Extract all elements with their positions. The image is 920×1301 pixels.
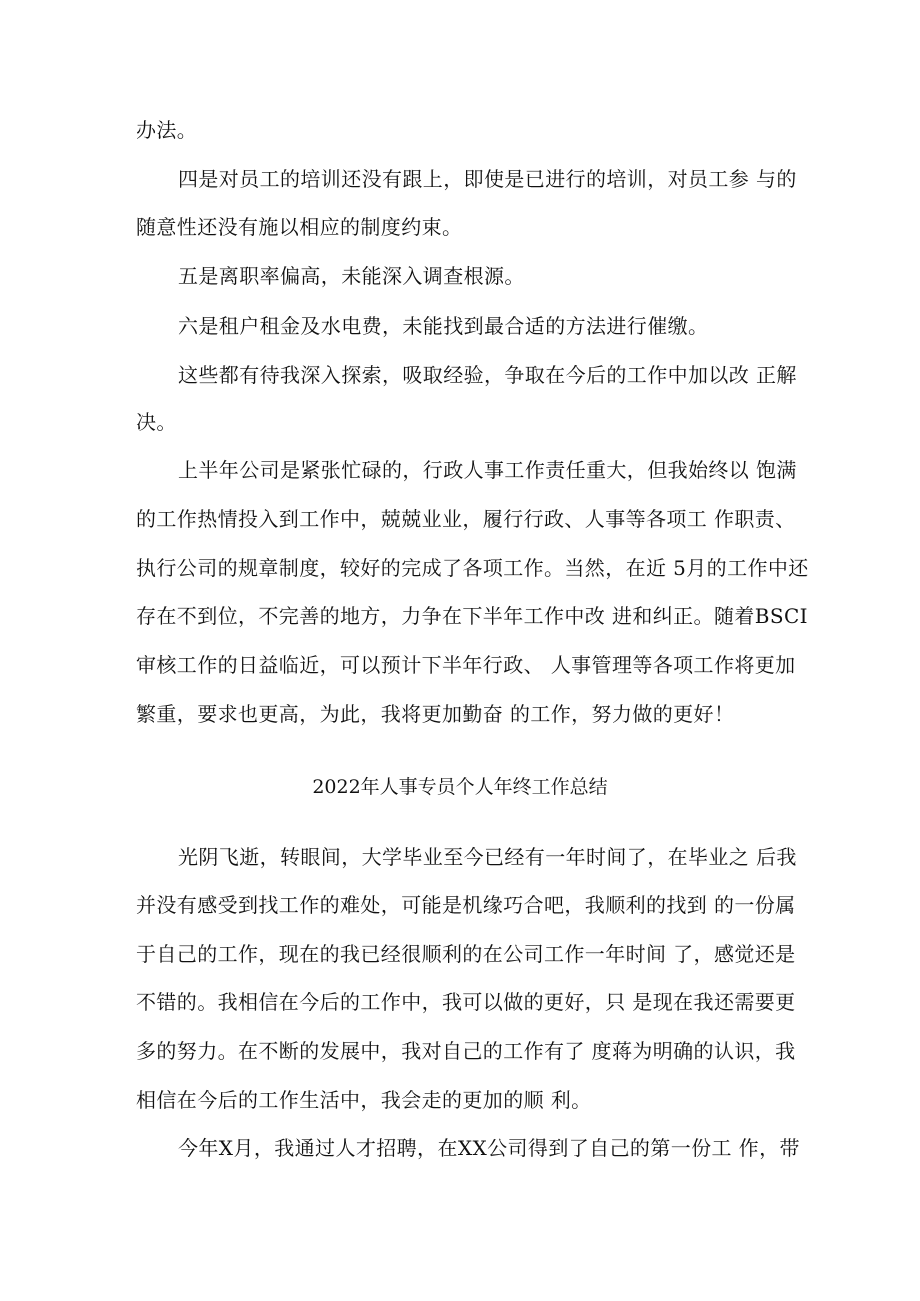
section-title: 2022年人事专员个人年终工作总结: [312, 776, 608, 798]
paragraph-first-line: 六是租户租金及水电费，未能找到最合适的方法进行催缴。: [178, 314, 709, 338]
text-line: 不错的。我相信在今后的工作中，我可以做的更好，只 是现在我还需要更: [136, 990, 796, 1014]
paragraph-first-line: 这些都有待我深入探索，吸取经验，争取在今后的工作中加以改 正解: [178, 363, 797, 387]
text-line: 于自己的工作，现在的我已经很顺利的在公司工作一年时间 了，感觉还是: [136, 942, 796, 966]
paragraph-first-line: 五是离职率偏高，未能深入调查根源。: [178, 264, 525, 288]
text-line: 执行公司的规章制度，较好的完成了各项工作。当然，在近 5月的工作中还: [136, 556, 809, 580]
paragraph-first-line: 四是对员工的培训还没有跟上，即使是已进行的培训，对员工参 与的: [178, 167, 797, 191]
text-line: 随意性还没有施以相应的制度约束。: [136, 215, 463, 239]
paragraph-first-line: 上半年公司是紧张忙碌的，行政人事工作责任重大，但我始终以 饱满: [178, 458, 797, 482]
text-line: 多的努力。在不断的发展中，我对自己的工作有了 度蒋为明确的认识，我: [136, 1039, 796, 1063]
text-line: 相信在今后的工作生活中，我会走的更加的顺 利。: [136, 1088, 592, 1112]
text-line: 审核工作的日益临近，可以预计下半年行政、 人事管理等各项工作将更加: [136, 653, 796, 677]
text-line: 存在不到位，不完善的地方，力争在下半年工作中改 进和纠正。随着BSCI: [136, 604, 808, 628]
text-line: 繁重，要求也更高，为此，我将更加勤奋 的工作，努力做的更好！: [136, 702, 735, 726]
text-line: 的工作热情投入到工作中，兢兢业业，履行行政、人事等各项工 作职责、: [136, 507, 796, 531]
text-line: 并没有感受到找工作的难处，可能是机缘巧合吧，我顺利的找到 的一份属: [136, 893, 796, 917]
paragraph-first-line: 光阴飞逝，转眼间，大学毕业至今已经有一年时间了，在毕业之 后我: [178, 845, 797, 869]
text-line: 决。: [136, 410, 177, 434]
paragraph-first-line: 今年X月，我通过人才招聘，在XX公司得到了自己的第一份工 作，带: [178, 1136, 800, 1160]
text-line: 办法。: [136, 118, 198, 142]
